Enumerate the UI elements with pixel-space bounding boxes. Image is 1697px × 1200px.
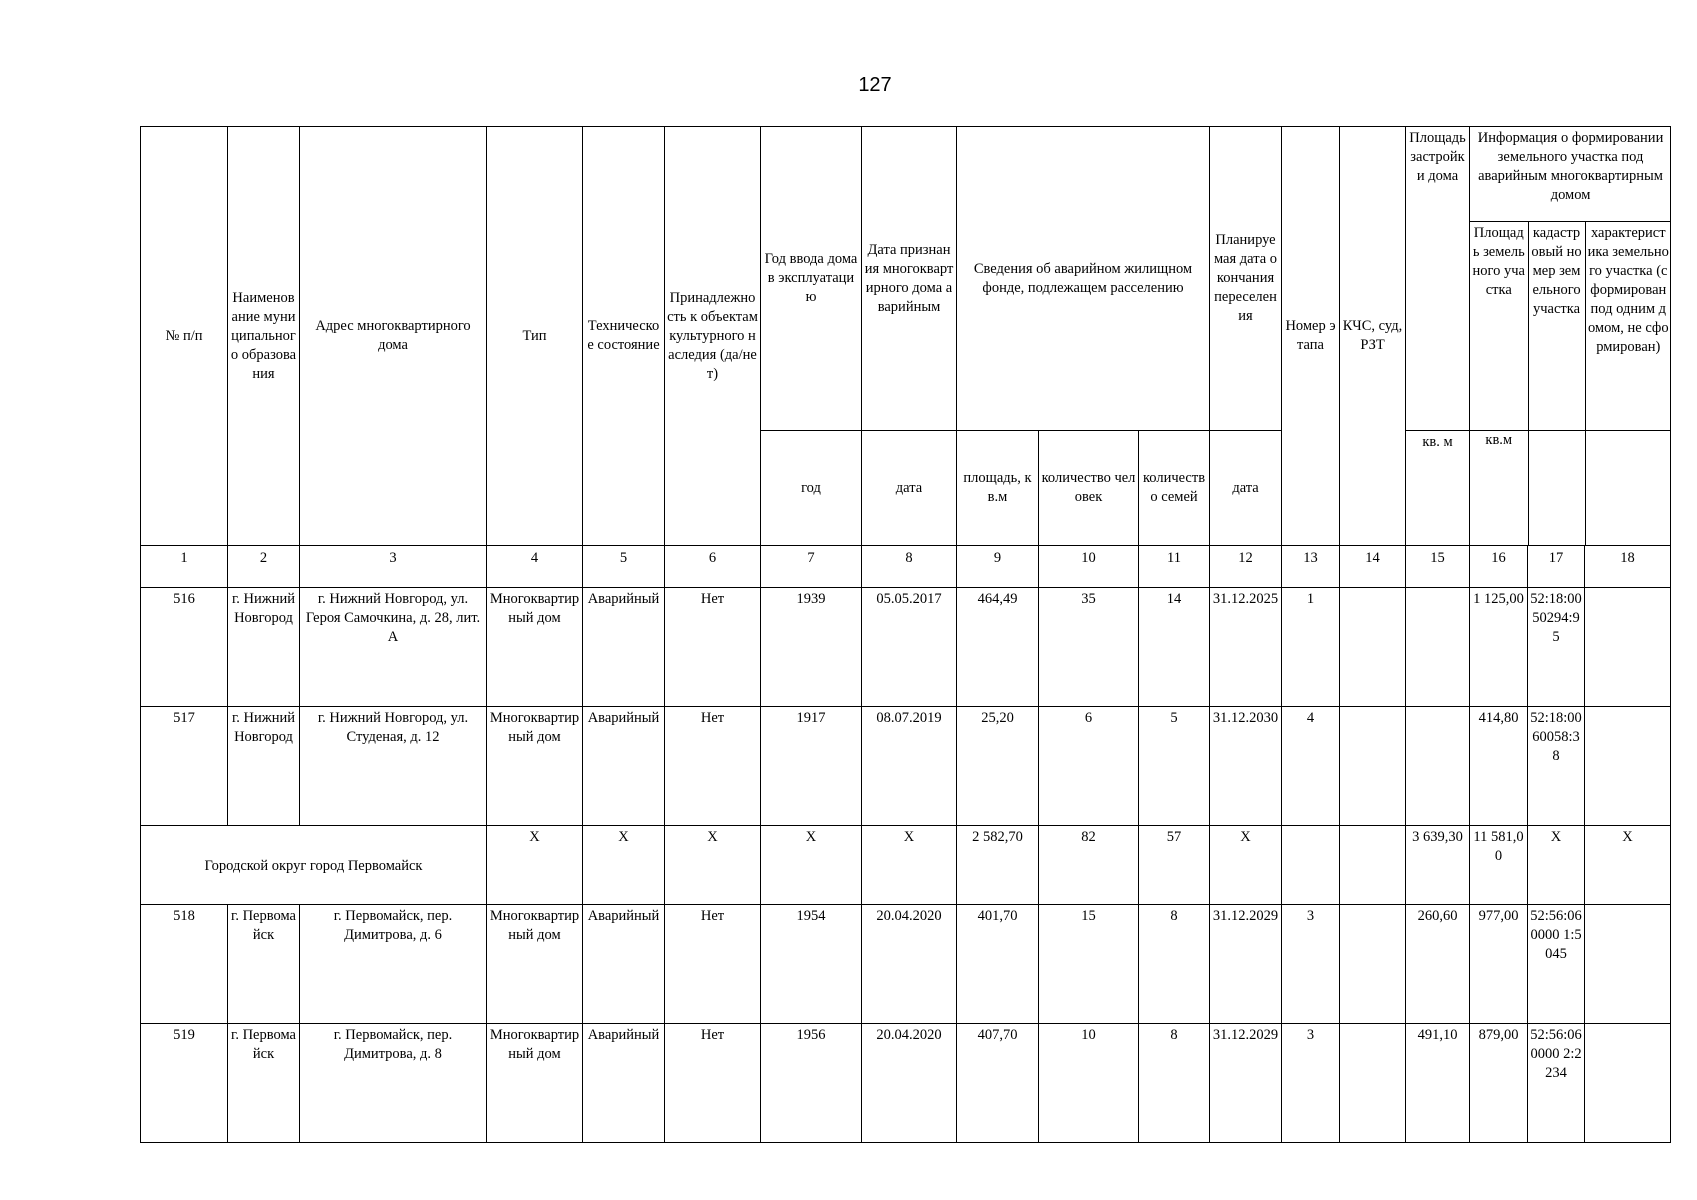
- cell-area: 464,49: [957, 588, 1039, 707]
- cell-land-char: [1585, 1024, 1671, 1143]
- cell-land-area: 1 125,00: [1470, 588, 1528, 707]
- cell-people: 10: [1039, 1024, 1139, 1143]
- cell-num: 517: [141, 707, 228, 826]
- cell-address: г. Нижний Новгород, ул. Студеная, д. 12: [300, 707, 487, 826]
- subheader-char-blank: [1585, 431, 1671, 545]
- header-num: № п/п: [141, 127, 228, 546]
- cell-kchs: [1340, 1024, 1406, 1143]
- col-num: 12: [1210, 546, 1282, 588]
- group-building-area: 3 639,30: [1406, 826, 1470, 905]
- cell-families: 14: [1139, 588, 1210, 707]
- subheader-land-area-unit: кв.м: [1470, 431, 1528, 545]
- cell-end-date: 31.12.2029: [1210, 1024, 1282, 1143]
- cell-people: 35: [1039, 588, 1139, 707]
- cell-land-char: [1585, 707, 1671, 826]
- group-cell: X: [862, 826, 957, 905]
- cell-type: Многоквартирный дом: [487, 707, 583, 826]
- col-num: 1: [141, 546, 228, 588]
- header-planned-end: Планируемая дата окончания переселения: [1210, 127, 1282, 431]
- cell-area: 25,20: [957, 707, 1039, 826]
- group-total-row: [141, 826, 1671, 905]
- col-num: 4: [487, 546, 583, 588]
- table-row: [141, 905, 1671, 1024]
- subheader-date: дата: [862, 431, 957, 546]
- cell-stage: 3: [1282, 1024, 1340, 1143]
- group-land-area: 11 581,00: [1470, 826, 1528, 905]
- cell-state: Аварийный: [583, 588, 665, 707]
- cell-families: 5: [1139, 707, 1210, 826]
- group-kchs: [1340, 826, 1406, 905]
- group-cell: X: [761, 826, 862, 905]
- table-row: [141, 707, 1671, 826]
- subheader-families: количество семей: [1139, 431, 1210, 546]
- header-land-area: Площадь земельного участка: [1470, 222, 1528, 431]
- subheader-building-area-unit: кв. м: [1406, 431, 1470, 546]
- header-type: Тип: [487, 127, 583, 546]
- cell-type: Многоквартирный дом: [487, 905, 583, 1024]
- cell-heritage: Нет: [665, 905, 761, 1024]
- group-end: X: [1210, 826, 1282, 905]
- cell-families: 8: [1139, 1024, 1210, 1143]
- land-info-header: [1470, 127, 1671, 430]
- cell-kchs: [1340, 905, 1406, 1024]
- header-stage: Номер этапа: [1282, 127, 1340, 546]
- cell-land-char: [1585, 905, 1671, 1024]
- subheader-land-inner: [1470, 431, 1671, 545]
- header-land-info: [1470, 127, 1671, 431]
- column-numbers-row: [141, 546, 1671, 588]
- col-num: 6: [665, 546, 761, 588]
- cell-cadastre: 52:18:0050294:95: [1528, 588, 1585, 707]
- cell-area: 401,70: [957, 905, 1039, 1024]
- header-address: Адрес многоквартирного дома: [300, 127, 487, 546]
- cell-num: 518: [141, 905, 228, 1024]
- cell-municipality: г. Первомайск: [228, 905, 300, 1024]
- cell-year: 1917: [761, 707, 862, 826]
- cell-building-area: 491,10: [1406, 1024, 1470, 1143]
- col-num: 14: [1340, 546, 1406, 588]
- col-num: 5: [583, 546, 665, 588]
- cell-end-date: 31.12.2030: [1210, 707, 1282, 826]
- group-families: 57: [1139, 826, 1210, 905]
- col-num: 8: [862, 546, 957, 588]
- header-land-info-title: Информация о формировании земельного участка под аварийным многоквартирным домом: [1470, 127, 1671, 222]
- cell-address: г. Первомайск, пер. Димитрова, д. 6: [300, 905, 487, 1024]
- header-heritage: Принадлежность к объектам культурного наследия (да/нет): [665, 127, 761, 546]
- subheader-people: количество человек: [1039, 431, 1139, 546]
- cell-num: 516: [141, 588, 228, 707]
- cell-date: 20.04.2020: [862, 1024, 957, 1143]
- cell-num: 519: [141, 1024, 228, 1143]
- emergency-housing-table: [140, 126, 1671, 1143]
- cell-date: 20.04.2020: [862, 905, 957, 1024]
- cell-date: 08.07.2019: [862, 707, 957, 826]
- subheader-cadastre-blank: [1528, 431, 1585, 545]
- cell-heritage: Нет: [665, 1024, 761, 1143]
- cell-families: 8: [1139, 905, 1210, 1024]
- cell-cadastre: 52:18:0060058:38: [1528, 707, 1585, 826]
- col-num: 16: [1470, 546, 1528, 588]
- cell-land-area: 414,80: [1470, 707, 1528, 826]
- group-people: 82: [1039, 826, 1139, 905]
- col-num: 10: [1039, 546, 1139, 588]
- header-date-emergency: Дата признания многоквартирного дома аварийным: [862, 127, 957, 431]
- cell-state: Аварийный: [583, 707, 665, 826]
- cell-kchs: [1340, 588, 1406, 707]
- table-row: [141, 1024, 1671, 1143]
- header-kchs: КЧС, суд, РЗТ: [1340, 127, 1406, 546]
- group-cadastre: X: [1528, 826, 1585, 905]
- header-municipality: Наименование муниципального образования: [228, 127, 300, 546]
- col-num: 17: [1528, 546, 1585, 588]
- cell-state: Аварийный: [583, 905, 665, 1024]
- cell-end-date: 31.12.2029: [1210, 905, 1282, 1024]
- header-building-area: Площадь застройки дома: [1406, 127, 1470, 431]
- cell-date: 05.05.2017: [862, 588, 957, 707]
- col-num: 3: [300, 546, 487, 588]
- header-year-commissioned: Год ввода дома в эксплуатацию: [761, 127, 862, 431]
- header-cadastre: кадастровый номер земельного участка: [1528, 222, 1585, 431]
- cell-state: Аварийный: [583, 1024, 665, 1143]
- cell-year: 1954: [761, 905, 862, 1024]
- cell-land-area: 879,00: [1470, 1024, 1528, 1143]
- subheader-end-date: дата: [1210, 431, 1282, 546]
- group-cell: X: [583, 826, 665, 905]
- cell-building-area: [1406, 588, 1470, 707]
- cell-address: г. Нижний Новгород, ул. Героя Самочкина, д. 28, лит. А: [300, 588, 487, 707]
- cell-stage: 4: [1282, 707, 1340, 826]
- col-num: 9: [957, 546, 1039, 588]
- subheader-area: площадь, кв.м: [957, 431, 1039, 546]
- cell-building-area: 260,60: [1406, 905, 1470, 1024]
- col-num: 2: [228, 546, 300, 588]
- cell-kchs: [1340, 707, 1406, 826]
- cell-cadastre: 52:56:060000 1:5045: [1528, 905, 1585, 1024]
- cell-heritage: Нет: [665, 707, 761, 826]
- cell-municipality: г. Нижний Новгород: [228, 588, 300, 707]
- subheader-land: [1470, 431, 1671, 546]
- col-num: 11: [1139, 546, 1210, 588]
- cell-land-area: 977,00: [1470, 905, 1528, 1024]
- group-land-char: X: [1585, 826, 1671, 905]
- cell-municipality: г. Первомайск: [228, 1024, 300, 1143]
- group-cell: X: [665, 826, 761, 905]
- cell-area: 407,70: [957, 1024, 1039, 1143]
- cell-municipality: г. Нижний Новгород: [228, 707, 300, 826]
- cell-heritage: Нет: [665, 588, 761, 707]
- col-num: 18: [1585, 546, 1671, 588]
- group-stage: [1282, 826, 1340, 905]
- cell-year: 1939: [761, 588, 862, 707]
- page-number: 127: [858, 74, 892, 96]
- cell-end-date: 31.12.2025: [1210, 588, 1282, 707]
- cell-year: 1956: [761, 1024, 862, 1143]
- header-housing-info: Сведения об аварийном жилищном фонде, подлежащем расселению: [957, 127, 1210, 431]
- cell-type: Многоквартирный дом: [487, 588, 583, 707]
- col-num: 15: [1406, 546, 1470, 588]
- header-row-1: [141, 127, 1671, 431]
- cell-building-area: [1406, 707, 1470, 826]
- cell-people: 15: [1039, 905, 1139, 1024]
- group-area: 2 582,70: [957, 826, 1039, 905]
- col-num: 7: [761, 546, 862, 588]
- subheader-year: год: [761, 431, 862, 546]
- header-land-char: характеристика земельного участка (сформирован под одним домом, не сформирован): [1587, 225, 1669, 355]
- cell-address: г. Первомайск, пер. Димитрова, д. 8: [300, 1024, 487, 1143]
- col-num: 13: [1282, 546, 1340, 588]
- cell-land-char: [1585, 588, 1671, 707]
- header-tech-state: Техническое состояние: [583, 127, 665, 546]
- cell-stage: 1: [1282, 588, 1340, 707]
- cell-cadastre: 52:56:060000 2:2234: [1528, 1024, 1585, 1143]
- group-label: Городской округ город Первомайск: [141, 826, 487, 905]
- cell-type: Многоквартирный дом: [487, 1024, 583, 1143]
- cell-stage: 3: [1282, 905, 1340, 1024]
- group-cell: X: [487, 826, 583, 905]
- cell-people: 6: [1039, 707, 1139, 826]
- table-row: [141, 588, 1671, 707]
